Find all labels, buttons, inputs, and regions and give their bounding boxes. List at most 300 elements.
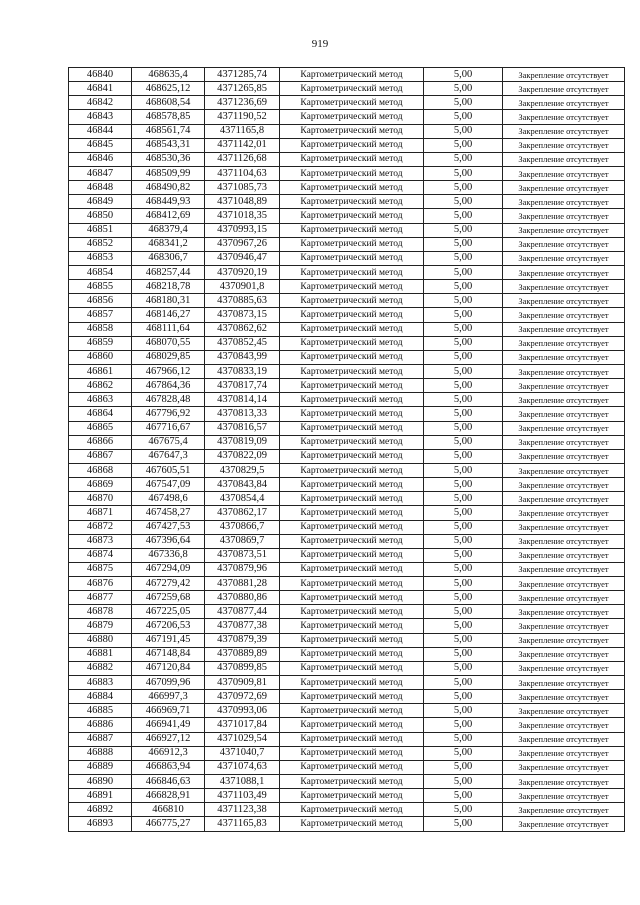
accuracy-cell: 5,00 xyxy=(424,265,503,279)
point-number-cell: 46854 xyxy=(69,265,132,279)
accuracy-cell: 5,00 xyxy=(424,817,503,831)
table-row xyxy=(69,364,625,378)
method-cell: Картометрический метод xyxy=(280,577,424,591)
fixation-cell: Закрепление отсутствует xyxy=(503,209,625,223)
y-coordinate-cell: 4370819,09 xyxy=(205,435,280,449)
accuracy-cell: 5,00 xyxy=(424,152,503,166)
accuracy-cell: 5,00 xyxy=(424,492,503,506)
table-row xyxy=(69,789,625,803)
fixation-cell: Закрепление отсутствует xyxy=(503,280,625,294)
y-coordinate-cell: 4370816,57 xyxy=(205,421,280,435)
y-coordinate-cell: 4370877,44 xyxy=(205,605,280,619)
y-coordinate-cell: 4371018,35 xyxy=(205,209,280,223)
method-cell: Картометрический метод xyxy=(280,775,424,789)
fixation-cell: Закрепление отсутствует xyxy=(503,152,625,166)
x-coordinate-cell: 468306,7 xyxy=(132,251,205,265)
fixation-cell: Закрепление отсутствует xyxy=(503,746,625,760)
accuracy-cell: 5,00 xyxy=(424,789,503,803)
fixation-cell: Закрепление отсутствует xyxy=(503,449,625,463)
x-coordinate-cell: 467396,64 xyxy=(132,534,205,548)
table-row xyxy=(69,138,625,152)
method-cell: Картометрический метод xyxy=(280,110,424,124)
fixation-cell: Закрепление отсутствует xyxy=(503,676,625,690)
table-row xyxy=(69,562,625,576)
accuracy-cell: 5,00 xyxy=(424,166,503,180)
table-row xyxy=(69,577,625,591)
fixation-cell: Закрепление отсутствует xyxy=(503,704,625,718)
method-cell: Картометрический метод xyxy=(280,619,424,633)
point-number-cell: 46881 xyxy=(69,647,132,661)
method-cell: Картометрический метод xyxy=(280,534,424,548)
method-cell: Картометрический метод xyxy=(280,82,424,96)
table-row xyxy=(69,350,625,364)
y-coordinate-cell: 4370879,96 xyxy=(205,562,280,576)
table-row xyxy=(69,124,625,138)
y-coordinate-cell: 4370873,51 xyxy=(205,548,280,562)
point-number-cell: 46873 xyxy=(69,534,132,548)
accuracy-cell: 5,00 xyxy=(424,690,503,704)
x-coordinate-cell: 467099,96 xyxy=(132,676,205,690)
x-coordinate-cell: 467427,53 xyxy=(132,520,205,534)
point-number-cell: 46842 xyxy=(69,96,132,110)
x-coordinate-cell: 467206,53 xyxy=(132,619,205,633)
method-cell: Картометрический метод xyxy=(280,322,424,336)
fixation-cell: Закрепление отсутствует xyxy=(503,690,625,704)
method-cell: Картометрический метод xyxy=(280,463,424,477)
method-cell: Картометрический метод xyxy=(280,393,424,407)
accuracy-cell: 5,00 xyxy=(424,562,503,576)
y-coordinate-cell: 4370889,89 xyxy=(205,647,280,661)
point-number-cell: 46879 xyxy=(69,619,132,633)
y-coordinate-cell: 4371126,68 xyxy=(205,152,280,166)
method-cell: Картометрический метод xyxy=(280,803,424,817)
accuracy-cell: 5,00 xyxy=(424,237,503,251)
table-row xyxy=(69,676,625,690)
y-coordinate-cell: 4370880,86 xyxy=(205,591,280,605)
fixation-cell: Закрепление отсутствует xyxy=(503,350,625,364)
x-coordinate-cell: 466969,71 xyxy=(132,704,205,718)
method-cell: Картометрический метод xyxy=(280,492,424,506)
method-cell: Картометрический метод xyxy=(280,435,424,449)
x-coordinate-cell: 467864,36 xyxy=(132,379,205,393)
method-cell: Картометрический метод xyxy=(280,138,424,152)
x-coordinate-cell: 466941,49 xyxy=(132,718,205,732)
table-row xyxy=(69,478,625,492)
point-number-cell: 46843 xyxy=(69,110,132,124)
accuracy-cell: 5,00 xyxy=(424,661,503,675)
fixation-cell: Закрепление отсутствует xyxy=(503,421,625,435)
table-row xyxy=(69,718,625,732)
fixation-cell: Закрепление отсутствует xyxy=(503,492,625,506)
fixation-cell: Закрепление отсутствует xyxy=(503,294,625,308)
point-number-cell: 46848 xyxy=(69,181,132,195)
x-coordinate-cell: 468111,64 xyxy=(132,322,205,336)
x-coordinate-cell: 467225,05 xyxy=(132,605,205,619)
accuracy-cell: 5,00 xyxy=(424,181,503,195)
table-row xyxy=(69,775,625,789)
x-coordinate-cell: 467647,3 xyxy=(132,449,205,463)
method-cell: Картометрический метод xyxy=(280,181,424,195)
accuracy-cell: 5,00 xyxy=(424,435,503,449)
method-cell: Картометрический метод xyxy=(280,817,424,831)
x-coordinate-cell: 468180,31 xyxy=(132,294,205,308)
point-number-cell: 46857 xyxy=(69,308,132,322)
method-cell: Картометрический метод xyxy=(280,364,424,378)
point-number-cell: 46880 xyxy=(69,633,132,647)
table-row xyxy=(69,704,625,718)
y-coordinate-cell: 4371085,73 xyxy=(205,181,280,195)
method-cell: Картометрический метод xyxy=(280,336,424,350)
table-row xyxy=(69,803,625,817)
page-number: 919 xyxy=(311,38,329,50)
method-cell: Картометрический метод xyxy=(280,718,424,732)
fixation-cell: Закрепление отсутствует xyxy=(503,237,625,251)
table-row xyxy=(69,690,625,704)
x-coordinate-cell: 467191,45 xyxy=(132,633,205,647)
y-coordinate-cell: 4370869,7 xyxy=(205,534,280,548)
fixation-cell: Закрепление отсутствует xyxy=(503,308,625,322)
x-coordinate-cell: 467966,12 xyxy=(132,364,205,378)
table-row xyxy=(69,661,625,675)
table-row xyxy=(69,68,625,82)
point-number-cell: 46866 xyxy=(69,435,132,449)
method-cell: Картометрический метод xyxy=(280,506,424,520)
y-coordinate-cell: 4370813,33 xyxy=(205,407,280,421)
point-number-cell: 46845 xyxy=(69,138,132,152)
accuracy-cell: 5,00 xyxy=(424,195,503,209)
method-cell: Картометрический метод xyxy=(280,633,424,647)
x-coordinate-cell: 468449,93 xyxy=(132,195,205,209)
method-cell: Картометрический метод xyxy=(280,251,424,265)
x-coordinate-cell: 466810 xyxy=(132,803,205,817)
table-row xyxy=(69,746,625,760)
accuracy-cell: 5,00 xyxy=(424,605,503,619)
y-coordinate-cell: 4371285,74 xyxy=(205,68,280,82)
fixation-cell: Закрепление отсутствует xyxy=(503,110,625,124)
point-number-cell: 46850 xyxy=(69,209,132,223)
fixation-cell: Закрепление отсутствует xyxy=(503,633,625,647)
y-coordinate-cell: 4370967,26 xyxy=(205,237,280,251)
y-coordinate-cell: 4370843,84 xyxy=(205,478,280,492)
method-cell: Картометрический метод xyxy=(280,690,424,704)
y-coordinate-cell: 4370899,85 xyxy=(205,661,280,675)
method-cell: Картометрический метод xyxy=(280,548,424,562)
method-cell: Картометрический метод xyxy=(280,68,424,82)
table-row xyxy=(69,591,625,605)
accuracy-cell: 5,00 xyxy=(424,633,503,647)
table-row xyxy=(69,435,625,449)
method-cell: Картометрический метод xyxy=(280,520,424,534)
method-cell: Картометрический метод xyxy=(280,265,424,279)
fixation-cell: Закрепление отсутствует xyxy=(503,789,625,803)
point-number-cell: 46869 xyxy=(69,478,132,492)
y-coordinate-cell: 4370993,15 xyxy=(205,223,280,237)
accuracy-cell: 5,00 xyxy=(424,322,503,336)
fixation-cell: Закрепление отсутствует xyxy=(503,591,625,605)
method-cell: Картометрический метод xyxy=(280,195,424,209)
method-cell: Картометрический метод xyxy=(280,746,424,760)
fixation-cell: Закрепление отсутствует xyxy=(503,195,625,209)
method-cell: Картометрический метод xyxy=(280,124,424,138)
point-number-cell: 46892 xyxy=(69,803,132,817)
accuracy-cell: 5,00 xyxy=(424,364,503,378)
accuracy-cell: 5,00 xyxy=(424,96,503,110)
point-number-cell: 46858 xyxy=(69,322,132,336)
accuracy-cell: 5,00 xyxy=(424,379,503,393)
method-cell: Картометрический метод xyxy=(280,350,424,364)
fixation-cell: Закрепление отсутствует xyxy=(503,407,625,421)
table-body xyxy=(69,68,625,832)
method-cell: Картометрический метод xyxy=(280,704,424,718)
method-cell: Картометрический метод xyxy=(280,591,424,605)
method-cell: Картометрический метод xyxy=(280,96,424,110)
point-number-cell: 46860 xyxy=(69,350,132,364)
x-coordinate-cell: 468146,27 xyxy=(132,308,205,322)
accuracy-cell: 5,00 xyxy=(424,775,503,789)
table-row xyxy=(69,605,625,619)
table-row xyxy=(69,322,625,336)
method-cell: Картометрический метод xyxy=(280,294,424,308)
table-row xyxy=(69,96,625,110)
y-coordinate-cell: 4370993,06 xyxy=(205,704,280,718)
accuracy-cell: 5,00 xyxy=(424,294,503,308)
point-number-cell: 46885 xyxy=(69,704,132,718)
x-coordinate-cell: 468070,55 xyxy=(132,336,205,350)
x-coordinate-cell: 467716,67 xyxy=(132,421,205,435)
point-number-cell: 46878 xyxy=(69,605,132,619)
x-coordinate-cell: 466775,27 xyxy=(132,817,205,831)
accuracy-cell: 5,00 xyxy=(424,350,503,364)
table-row xyxy=(69,520,625,534)
point-number-cell: 46870 xyxy=(69,492,132,506)
fixation-cell: Закрепление отсутствует xyxy=(503,534,625,548)
table-row xyxy=(69,463,625,477)
fixation-cell: Закрепление отсутствует xyxy=(503,562,625,576)
fixation-cell: Закрепление отсутствует xyxy=(503,68,625,82)
x-coordinate-cell: 468218,78 xyxy=(132,280,205,294)
point-number-cell: 46867 xyxy=(69,449,132,463)
method-cell: Картометрический метод xyxy=(280,647,424,661)
accuracy-cell: 5,00 xyxy=(424,577,503,591)
point-number-cell: 46871 xyxy=(69,506,132,520)
accuracy-cell: 5,00 xyxy=(424,463,503,477)
fixation-cell: Закрепление отсутствует xyxy=(503,463,625,477)
y-coordinate-cell: 4370885,63 xyxy=(205,294,280,308)
table-row xyxy=(69,110,625,124)
accuracy-cell: 5,00 xyxy=(424,393,503,407)
accuracy-cell: 5,00 xyxy=(424,251,503,265)
y-coordinate-cell: 4370862,17 xyxy=(205,506,280,520)
y-coordinate-cell: 4371190,52 xyxy=(205,110,280,124)
x-coordinate-cell: 466846,63 xyxy=(132,775,205,789)
y-coordinate-cell: 4370972,69 xyxy=(205,690,280,704)
table-row xyxy=(69,760,625,774)
fixation-cell: Закрепление отсутствует xyxy=(503,124,625,138)
method-cell: Картометрический метод xyxy=(280,308,424,322)
fixation-cell: Закрепление отсутствует xyxy=(503,435,625,449)
accuracy-cell: 5,00 xyxy=(424,591,503,605)
x-coordinate-cell: 468412,69 xyxy=(132,209,205,223)
y-coordinate-cell: 4370873,15 xyxy=(205,308,280,322)
method-cell: Картометрический метод xyxy=(280,661,424,675)
x-coordinate-cell: 467148,84 xyxy=(132,647,205,661)
table-row xyxy=(69,647,625,661)
accuracy-cell: 5,00 xyxy=(424,280,503,294)
y-coordinate-cell: 4370881,28 xyxy=(205,577,280,591)
y-coordinate-cell: 4370879,39 xyxy=(205,633,280,647)
y-coordinate-cell: 4370862,62 xyxy=(205,322,280,336)
table-row xyxy=(69,166,625,180)
x-coordinate-cell: 468635,4 xyxy=(132,68,205,82)
table-row xyxy=(69,237,625,251)
accuracy-cell: 5,00 xyxy=(424,138,503,152)
table-row xyxy=(69,82,625,96)
coordinates-table xyxy=(68,67,625,832)
method-cell: Картометрический метод xyxy=(280,209,424,223)
accuracy-cell: 5,00 xyxy=(424,124,503,138)
fixation-cell: Закрепление отсутствует xyxy=(503,251,625,265)
point-number-cell: 46855 xyxy=(69,280,132,294)
x-coordinate-cell: 468379,4 xyxy=(132,223,205,237)
fixation-cell: Закрепление отсутствует xyxy=(503,661,625,675)
accuracy-cell: 5,00 xyxy=(424,647,503,661)
accuracy-cell: 5,00 xyxy=(424,336,503,350)
table-row xyxy=(69,817,625,831)
table-row xyxy=(69,421,625,435)
y-coordinate-cell: 4371048,89 xyxy=(205,195,280,209)
fixation-cell: Закрепление отсутствует xyxy=(503,379,625,393)
fixation-cell: Закрепление отсутствует xyxy=(503,181,625,195)
x-coordinate-cell: 466828,91 xyxy=(132,789,205,803)
fixation-cell: Закрепление отсутствует xyxy=(503,506,625,520)
x-coordinate-cell: 468257,44 xyxy=(132,265,205,279)
fixation-cell: Закрепление отсутствует xyxy=(503,223,625,237)
y-coordinate-cell: 4371165,83 xyxy=(205,817,280,831)
fixation-cell: Закрепление отсутствует xyxy=(503,803,625,817)
point-number-cell: 46847 xyxy=(69,166,132,180)
x-coordinate-cell: 467294,09 xyxy=(132,562,205,576)
y-coordinate-cell: 4371123,38 xyxy=(205,803,280,817)
y-coordinate-cell: 4371104,63 xyxy=(205,166,280,180)
fixation-cell: Закрепление отсутствует xyxy=(503,96,625,110)
table-row xyxy=(69,449,625,463)
fixation-cell: Закрепление отсутствует xyxy=(503,166,625,180)
table-row xyxy=(69,223,625,237)
x-coordinate-cell: 468029,85 xyxy=(132,350,205,364)
fixation-cell: Закрепление отсутствует xyxy=(503,520,625,534)
y-coordinate-cell: 4370866,7 xyxy=(205,520,280,534)
point-number-cell: 46872 xyxy=(69,520,132,534)
accuracy-cell: 5,00 xyxy=(424,746,503,760)
fixation-cell: Закрепление отсутствует xyxy=(503,393,625,407)
method-cell: Картометрический метод xyxy=(280,605,424,619)
method-cell: Картометрический метод xyxy=(280,237,424,251)
method-cell: Картометрический метод xyxy=(280,449,424,463)
accuracy-cell: 5,00 xyxy=(424,407,503,421)
y-coordinate-cell: 4371029,54 xyxy=(205,732,280,746)
method-cell: Картометрический метод xyxy=(280,760,424,774)
fixation-cell: Закрепление отсутствует xyxy=(503,138,625,152)
y-coordinate-cell: 4370814,14 xyxy=(205,393,280,407)
accuracy-cell: 5,00 xyxy=(424,803,503,817)
point-number-cell: 46876 xyxy=(69,577,132,591)
point-number-cell: 46853 xyxy=(69,251,132,265)
point-number-cell: 46841 xyxy=(69,82,132,96)
x-coordinate-cell: 467458,27 xyxy=(132,506,205,520)
point-number-cell: 46862 xyxy=(69,379,132,393)
accuracy-cell: 5,00 xyxy=(424,449,503,463)
y-coordinate-cell: 4371265,85 xyxy=(205,82,280,96)
table-row xyxy=(69,506,625,520)
table-row xyxy=(69,633,625,647)
point-number-cell: 46893 xyxy=(69,817,132,831)
point-number-cell: 46884 xyxy=(69,690,132,704)
point-number-cell: 46844 xyxy=(69,124,132,138)
method-cell: Картометрический метод xyxy=(280,478,424,492)
accuracy-cell: 5,00 xyxy=(424,760,503,774)
accuracy-cell: 5,00 xyxy=(424,676,503,690)
fixation-cell: Закрепление отсутствует xyxy=(503,577,625,591)
accuracy-cell: 5,00 xyxy=(424,732,503,746)
fixation-cell: Закрепление отсутствует xyxy=(503,322,625,336)
fixation-cell: Закрепление отсутствует xyxy=(503,548,625,562)
x-coordinate-cell: 468578,85 xyxy=(132,110,205,124)
method-cell: Картометрический метод xyxy=(280,421,424,435)
point-number-cell: 46886 xyxy=(69,718,132,732)
y-coordinate-cell: 4370843,99 xyxy=(205,350,280,364)
x-coordinate-cell: 468530,36 xyxy=(132,152,205,166)
table-row xyxy=(69,732,625,746)
y-coordinate-cell: 4371074,63 xyxy=(205,760,280,774)
point-number-cell: 46874 xyxy=(69,548,132,562)
table-row xyxy=(69,407,625,421)
fixation-cell: Закрепление отсутствует xyxy=(503,619,625,633)
method-cell: Картометрический метод xyxy=(280,280,424,294)
x-coordinate-cell: 467259,68 xyxy=(132,591,205,605)
x-coordinate-cell: 467547,09 xyxy=(132,478,205,492)
x-coordinate-cell: 468341,2 xyxy=(132,237,205,251)
accuracy-cell: 5,00 xyxy=(424,223,503,237)
method-cell: Картометрический метод xyxy=(280,223,424,237)
point-number-cell: 46846 xyxy=(69,152,132,166)
fixation-cell: Закрепление отсутствует xyxy=(503,718,625,732)
accuracy-cell: 5,00 xyxy=(424,110,503,124)
fixation-cell: Закрепление отсутствует xyxy=(503,364,625,378)
method-cell: Картометрический метод xyxy=(280,152,424,166)
fixation-cell: Закрепление отсутствует xyxy=(503,336,625,350)
point-number-cell: 46868 xyxy=(69,463,132,477)
method-cell: Картометрический метод xyxy=(280,789,424,803)
table-row xyxy=(69,209,625,223)
table-row xyxy=(69,379,625,393)
x-coordinate-cell: 466927,12 xyxy=(132,732,205,746)
table-row xyxy=(69,294,625,308)
point-number-cell: 46888 xyxy=(69,746,132,760)
point-number-cell: 46875 xyxy=(69,562,132,576)
table-row xyxy=(69,308,625,322)
y-coordinate-cell: 4370833,19 xyxy=(205,364,280,378)
x-coordinate-cell: 468625,12 xyxy=(132,82,205,96)
fixation-cell: Закрепление отсутствует xyxy=(503,82,625,96)
x-coordinate-cell: 466912,3 xyxy=(132,746,205,760)
accuracy-cell: 5,00 xyxy=(424,82,503,96)
accuracy-cell: 5,00 xyxy=(424,308,503,322)
y-coordinate-cell: 4371017,84 xyxy=(205,718,280,732)
accuracy-cell: 5,00 xyxy=(424,520,503,534)
point-number-cell: 46861 xyxy=(69,364,132,378)
x-coordinate-cell: 467796,92 xyxy=(132,407,205,421)
x-coordinate-cell: 467605,51 xyxy=(132,463,205,477)
